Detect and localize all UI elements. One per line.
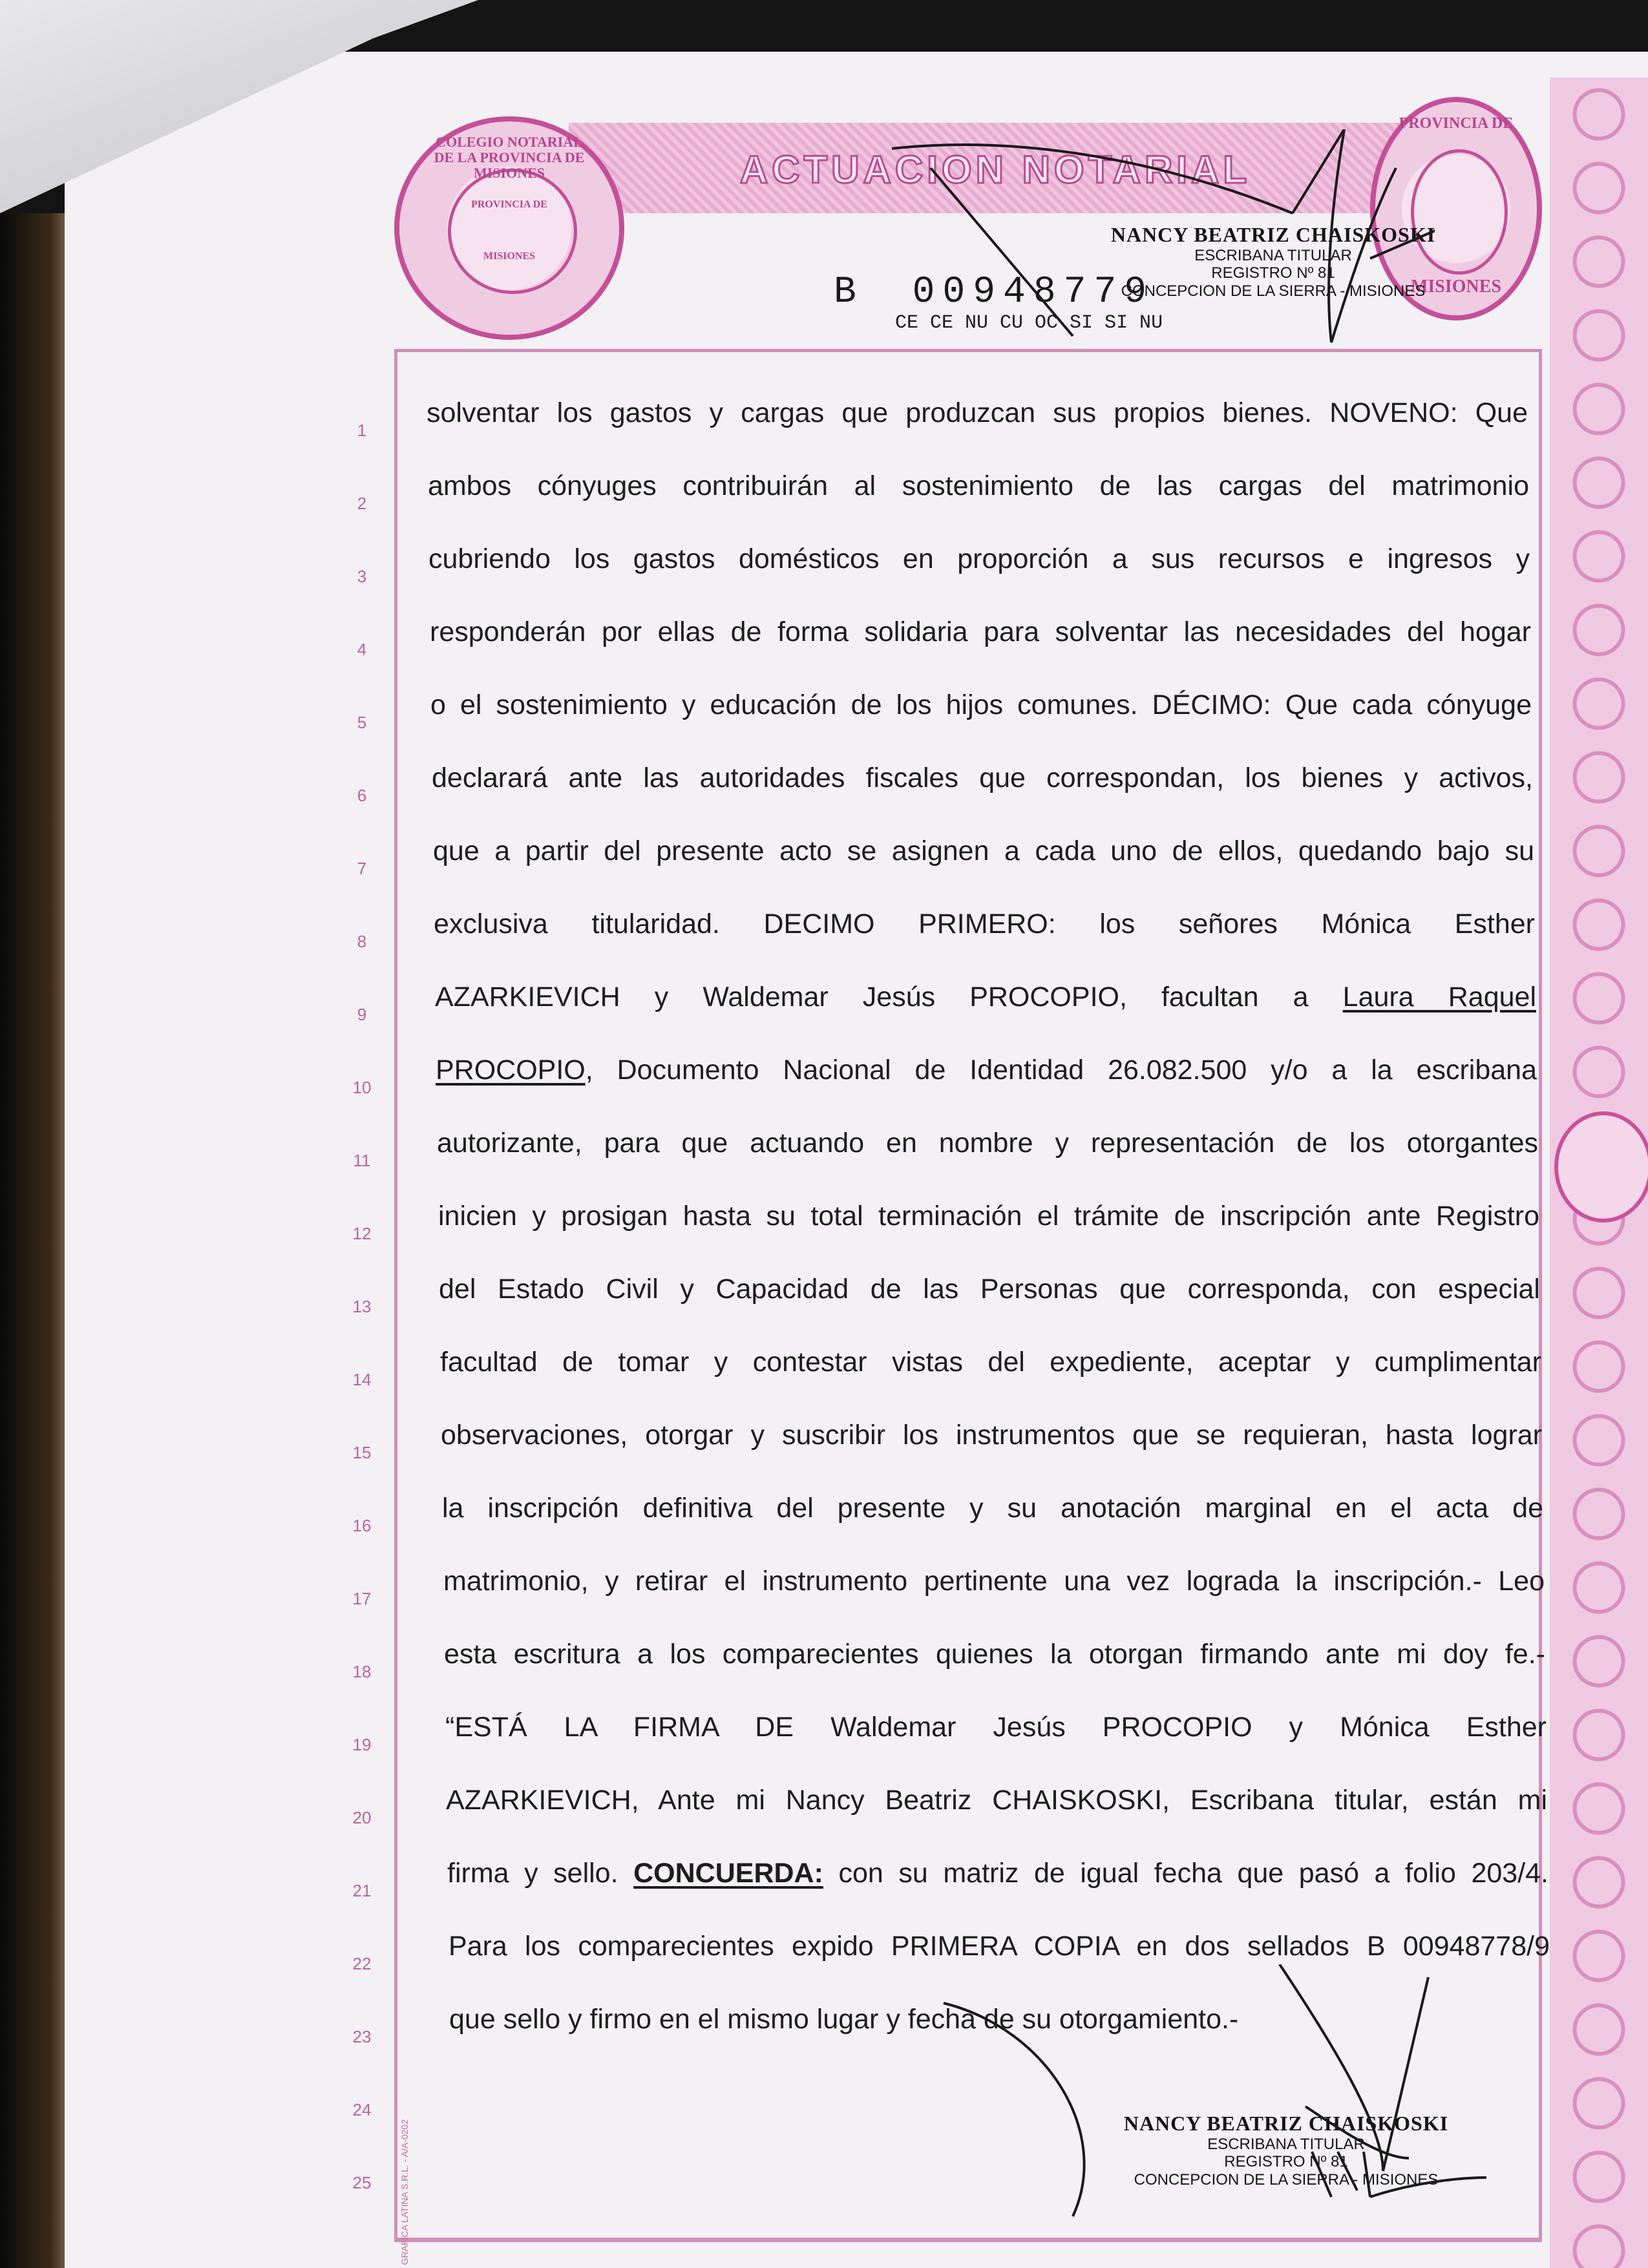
text-line [439,1274,1540,1305]
text-line [443,1566,1545,1597]
line-text: observaciones, otorgar y suscribir los instrumentos que se requieran, hasta lograr [441,1420,1542,1451]
text-line [447,1858,1548,1889]
line-number: 24 [352,2100,372,2119]
line-number: 25 [352,2173,372,2192]
line-number: 13 [352,1297,372,1316]
line-number: 3 [357,567,367,586]
right-seal-bottom: MISIONES [1410,277,1502,297]
line-text: AZARKIEVICH y Waldemar Jesús PROCOPIO, facultan a [435,982,1309,1013]
text-line [441,1420,1542,1451]
line-number: 22 [352,1954,372,1973]
line-number: 5 [357,713,367,732]
line-number: 20 [352,1808,372,1827]
text-line [428,543,1530,575]
line-text: , Documento Nacional de Identidad 26.082.500 y/o a la escribana [585,1055,1537,1086]
line-number: 14 [352,1370,372,1389]
line-number: 23 [352,2027,372,2046]
text-line [437,1128,1538,1159]
line-number: 12 [352,1224,372,1243]
underlined-name: Laura Raquel [1342,982,1536,1013]
text-line [446,1785,1547,1816]
line-number: 10 [352,1078,372,1097]
seal-outer-text: COLEGIO NOTARIAL DE LA PROVINCIA DE MISIONES [434,134,585,182]
line-number: 19 [352,1735,372,1754]
stamp-location: CONCEPCION DE LA SIERRA - MISIONES [1121,282,1426,300]
line-number: 17 [352,1589,372,1608]
line-number: 9 [357,1005,367,1024]
line-number: 8 [357,932,367,951]
line-number: 21 [352,1881,372,1900]
underlined-name: PROCOPIO [436,1055,586,1086]
stamp-role: ESCRIBANA TITULAR [1207,2135,1365,2153]
line-text: matrimonio, y retirar el instrumento pertinente una vez lograda la inscripción.- Leo [443,1566,1545,1597]
line-text: cubriendo los gastos domésticos en proporción a sus recursos e ingresos y [428,543,1530,574]
line-text: responderán por ellas de forma solidaria para solventar las necesidades del hogar [430,616,1531,647]
text-line [427,397,1528,429]
seal-inner-bottom: MISIONES [483,251,536,262]
signature-bottom-icon [918,1964,1499,2236]
serial-code: CE CE NU CU OC SI SI NU [895,312,1163,334]
stamp-name: NANCY BEATRIZ CHAISKOSKI [1110,223,1436,246]
line-number: 4 [357,640,367,659]
line-text: esta escritura a los comparecientes quienes la otorgan firmando ante mi doy fe.- [444,1639,1545,1670]
serial-series: B [834,271,864,313]
concuerda-keyword: CONCUERDA: [633,1858,823,1889]
line-number: 1 [357,421,367,440]
text-line [449,1931,1550,1962]
line-text: o el sostenimiento y educación de los hijos comunes. DÉCIMO: Que cada cónyuge [430,689,1532,720]
line-text: Para los comparecientes expido PRIMERA COPIA en dos sellados B 00948778/9 [449,1931,1550,1962]
line-text: que sello y firmo en el mismo lugar y fecha de su otorgamiento.- [449,2004,1239,2035]
line-text: ambos cónyuges contribuirán al sostenimiento de las cargas del matrimonio [428,470,1529,501]
right-seal-top: PROVINCIA DE [1399,115,1514,132]
line-number: 16 [352,1516,372,1535]
line-text: “ESTÁ LA FIRMA DE Waldemar Jesús PROCOPIO y Mónica Esther [445,1712,1547,1743]
line-text: autorizante, para que actuando en nombre y representación de los otorgantes [437,1128,1538,1159]
signature-top-icon [879,129,1435,362]
line-text: exclusiva titularidad. DECIMO PRIMERO: los señores Mónica Esther [434,908,1535,940]
line-number: 6 [357,786,367,805]
text-line [434,908,1535,940]
stamp-name: NANCY BEATRIZ CHAISKOSKI [1123,2112,1449,2135]
text-line [430,689,1532,721]
line-text: que a partir del presente acto se asignen a cada uno de ellos, quedando bajo su [433,835,1534,866]
serial-digits: 00948779 [912,271,1155,313]
line-number: 18 [352,1662,372,1681]
line-text: del Estado Civil y Capacidad de las Personas que corresponda, con especial [439,1274,1540,1305]
text-line [440,1347,1541,1378]
text-line [436,1055,1537,1086]
stamp-location: CONCEPCION DE LA SIERRA - MISIONES [1134,2170,1439,2189]
text-line [445,1712,1547,1743]
colegio-notarial-seal-icon [394,116,624,340]
stamp-role: ESCRIBANA TITULAR [1194,246,1352,264]
line-text: AZARKIEVICH, Ante mi Nancy Beatriz CHAISKOSKI, Escribana titular, están mi [446,1785,1547,1816]
line-text: la inscripción definitiva del presente y su anotación marginal en el acta de [442,1493,1543,1524]
line-text: inicien y prosigan hasta su total terminación el trámite de inscripción ante Registro [438,1201,1539,1232]
strip-seal-icon [1554,1111,1648,1223]
text-line [432,762,1533,794]
text-line [444,1639,1545,1670]
line-text: con su matriz de igual fecha que pasó a folio 203/4. [838,1858,1548,1889]
text-line [430,616,1531,648]
line-number: 2 [357,494,367,513]
seal-inner-top: PROVINCIA DE [471,199,547,210]
text-line [433,835,1534,867]
text-line [442,1493,1543,1524]
line-number: 7 [357,859,367,878]
line-text: solventar los gastos y cargas que produzcan sus propios bienes. NOVENO: Que [427,397,1528,428]
line-number: 11 [353,1151,371,1170]
line-text-lead: firma y sello. [447,1858,618,1889]
stamp-registry: REGISTRO Nº 81 [1211,264,1335,282]
header-title: ACTUACION NOTARIAL [739,148,1251,191]
text-line [435,982,1536,1013]
text-line [428,470,1529,502]
stamp-registry: REGISTRO Nº 81 [1224,2153,1348,2171]
line-text: facultad de tomar y contestar vistas del expediente, aceptar y cumplimentar [440,1347,1541,1378]
line-number: 15 [352,1443,372,1462]
line-text: declarará ante las autoridades fiscales que correspondan, los bienes y activos, [432,762,1533,793]
text-line [438,1201,1539,1232]
printer-mark: GRAFICA LATINA S.R.L. - A/A-0202 [399,2119,410,2265]
